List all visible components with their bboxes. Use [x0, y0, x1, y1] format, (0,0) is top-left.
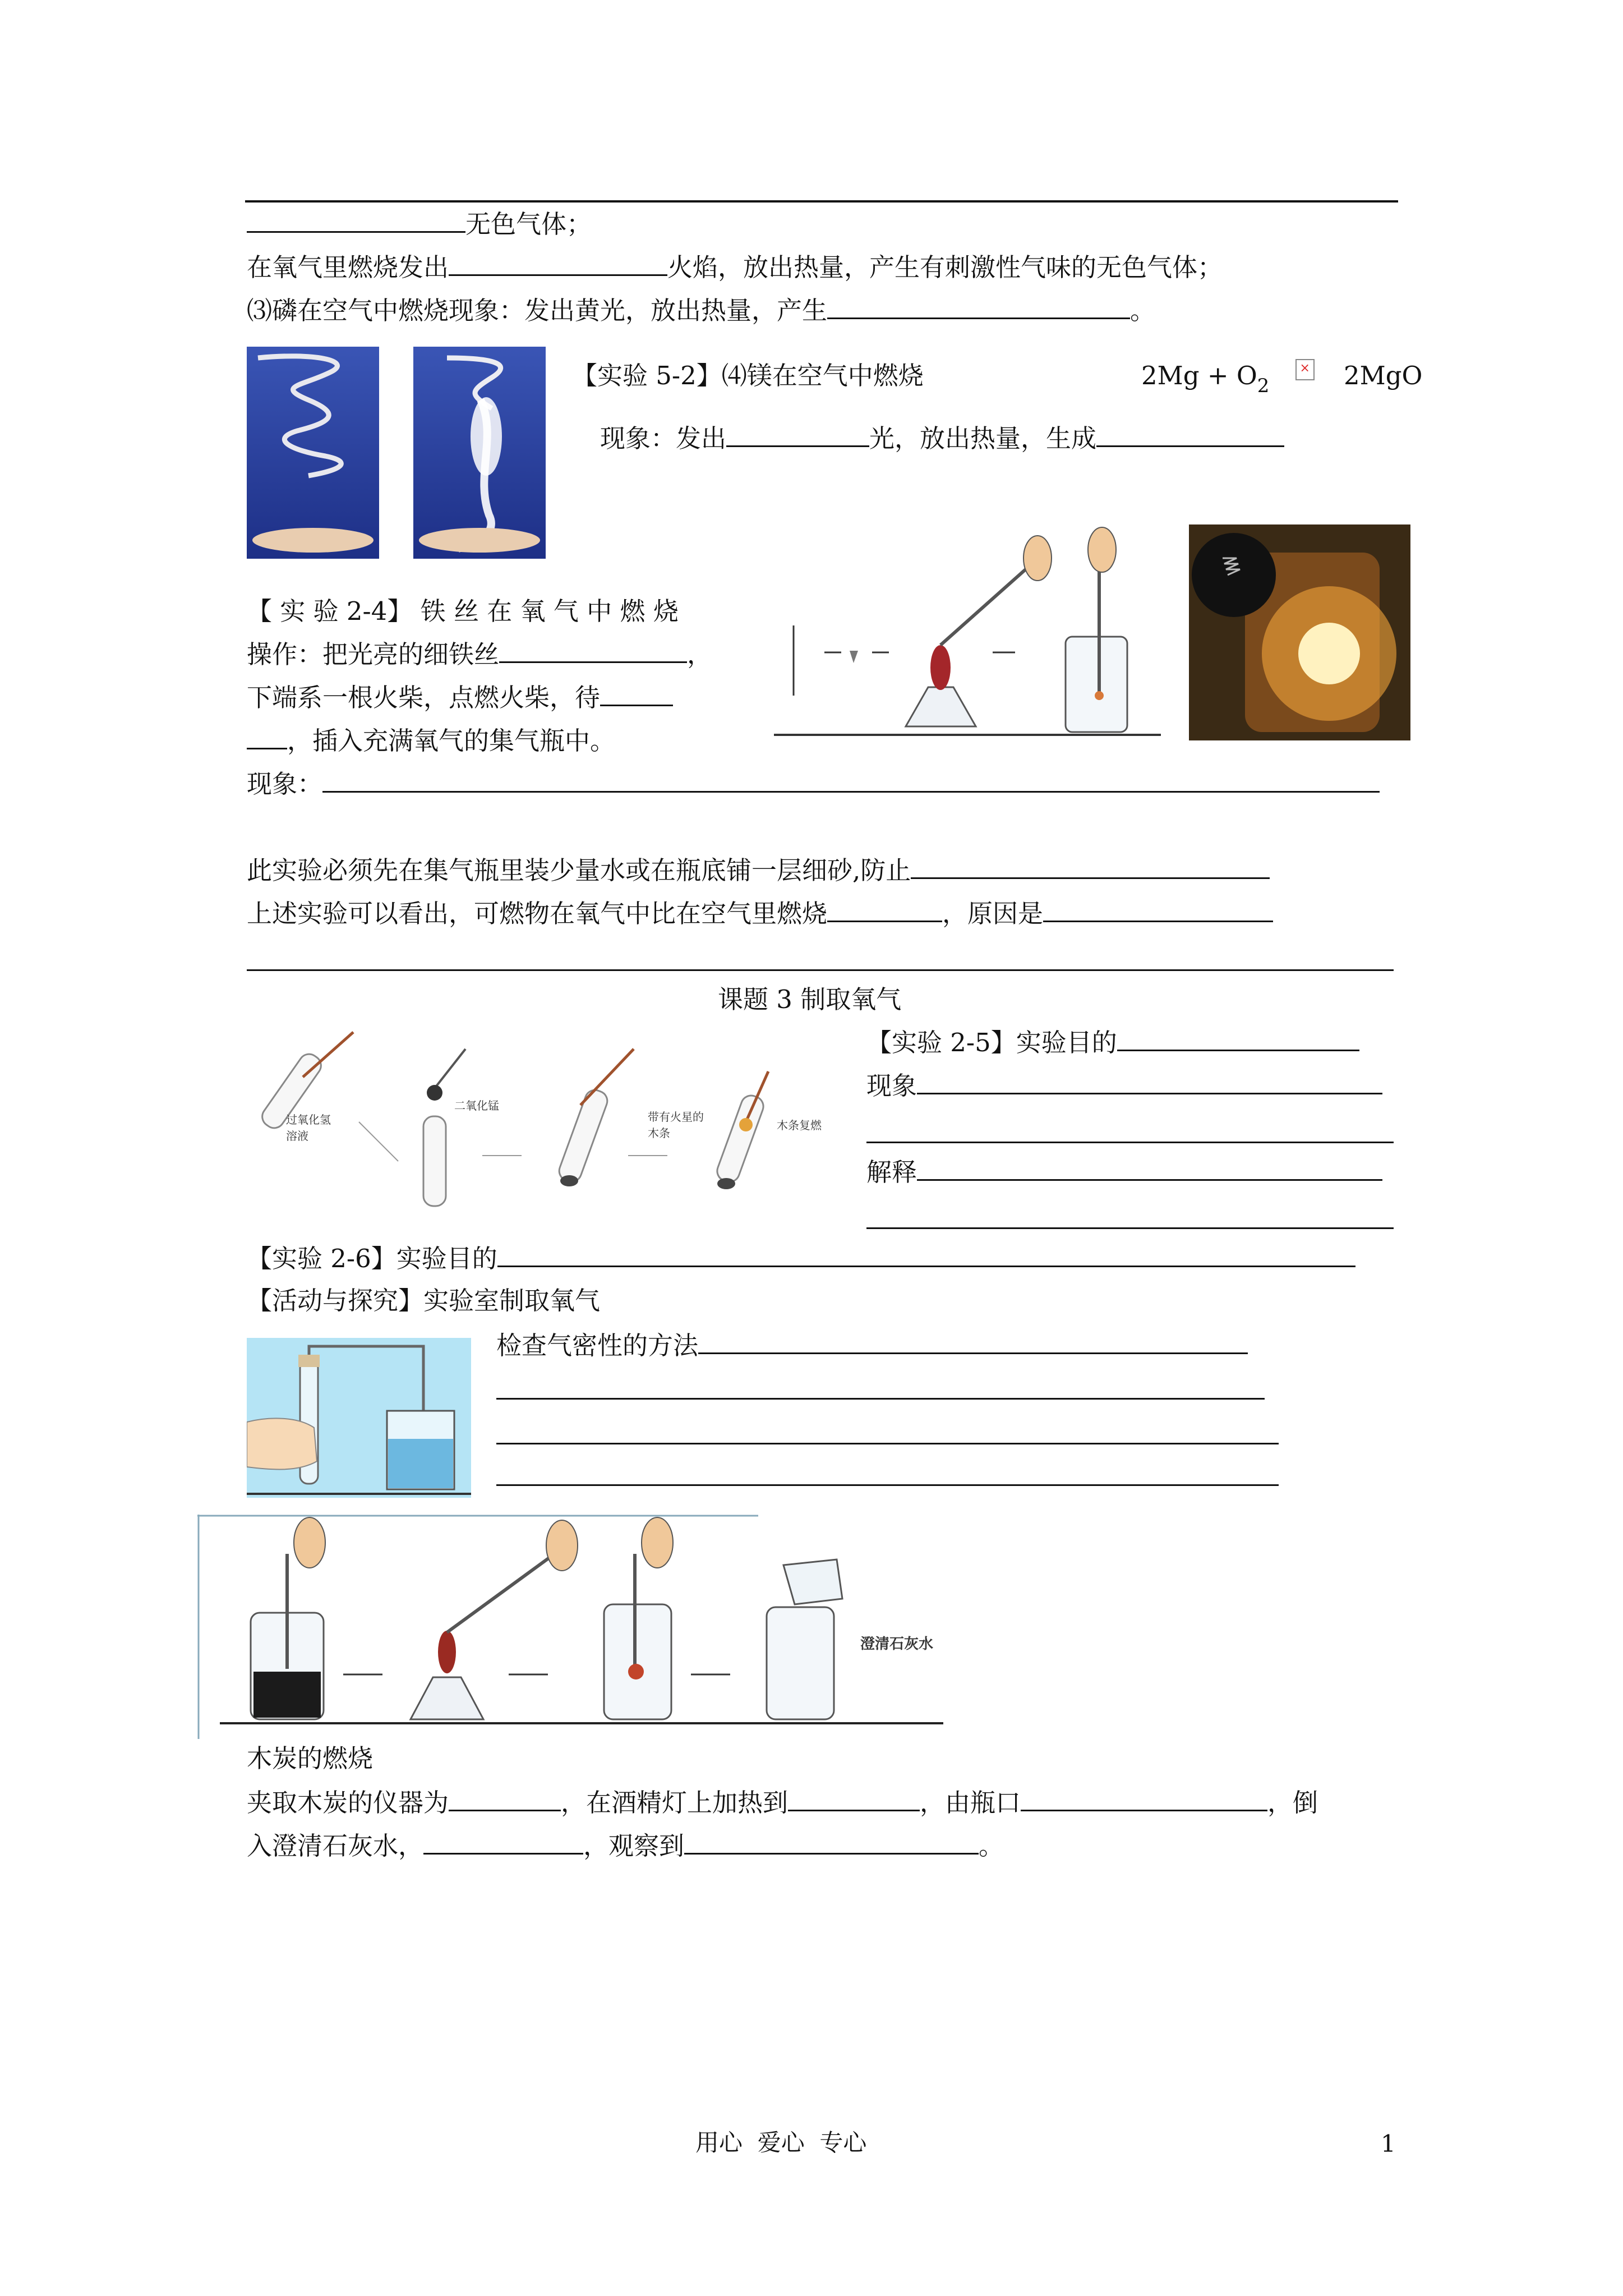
airtightness-diagram	[247, 1338, 471, 1498]
divider-rule	[247, 969, 1394, 971]
fill-line[interactable]	[866, 1227, 1394, 1229]
activity-title: 【活动与探究】实验室制取氧气	[247, 1286, 601, 1315]
fill-line[interactable]	[496, 1443, 1279, 1444]
exp24-note: 此实验必须先在集气瓶里装少量水或在瓶底铺一层细砂,防止	[247, 853, 1270, 887]
fill-blank[interactable]	[917, 1154, 1382, 1181]
figure-label-mno2: 二氧化锰	[454, 1099, 499, 1112]
exp25-purpose: 【实验 2-5】实验目的	[866, 1025, 1359, 1060]
fill-blank[interactable]	[1096, 421, 1284, 447]
exp24-op-line3: ，插入充满氧气的集气瓶中。	[247, 723, 615, 758]
exp52-phenomenon: 现象：发出 光，放出热量，生成	[600, 421, 1284, 455]
charcoal-title: 木炭的燃烧	[247, 1743, 374, 1773]
fill-blank[interactable]	[917, 1068, 1382, 1094]
section-title: 课题 3 制取氧气	[718, 984, 902, 1014]
fill-blank[interactable]	[788, 1785, 920, 1811]
fill-line[interactable]	[496, 1398, 1265, 1400]
exp26-purpose: 【实验 2-6】实验目的	[247, 1241, 1355, 1276]
text-line-3: ⑶磷在空气中燃烧现象：发出黄光，放出热量，产生 。	[247, 293, 1155, 328]
exp24-title: 【 实 验 2-4】 铁 丝 在 氧 气 中 燃 烧	[247, 596, 679, 626]
exp24-phenomenon: 现象：	[247, 766, 1380, 801]
fill-blank[interactable]	[1117, 1025, 1359, 1051]
magnesium-burning-photo	[413, 347, 546, 559]
figure-label-glowing-splint: 带有火星的木条	[648, 1110, 704, 1140]
fill-blank[interactable]	[1043, 896, 1273, 922]
fill-blank[interactable]	[423, 1828, 583, 1855]
charcoal-line1: 夹取木炭的仪器为 ，在酒精灯上加热到 ，由瓶口 ，倒	[247, 1785, 1318, 1820]
magnesium-coil-photo	[247, 347, 379, 559]
airtight-check: 检查气密性的方法	[496, 1328, 1248, 1363]
fill-blank[interactable]	[600, 680, 673, 706]
fill-blank[interactable]	[827, 896, 942, 922]
text-line-1: 无色气体；	[247, 206, 592, 241]
exp52-equation: $2Mg + O_2 \times 2MgO$	[1141, 359, 1422, 403]
fill-blank[interactable]	[322, 766, 1380, 793]
charcoal-line2: 入澄清石灰水， ，观察到 。	[247, 1828, 1004, 1863]
iron-burning-photo	[1189, 524, 1410, 740]
fill-line[interactable]	[866, 1142, 1394, 1143]
footer-motto: 用心 爱心 专心	[695, 2129, 867, 2156]
exp24-conclusion: 上述实验可以看出，可燃物在氧气中比在空气里燃烧 ，原因是	[247, 896, 1273, 931]
fill-blank[interactable]	[827, 293, 1130, 319]
iron-wire-diagram	[768, 524, 1166, 740]
figure-label-rekindled: 木条复燃	[777, 1119, 822, 1132]
exp25-explain: 解释	[866, 1154, 1382, 1189]
fill-blank[interactable]	[449, 1785, 561, 1811]
exp24-op-line1: 操作：把光亮的细铁丝 ，	[247, 637, 712, 671]
fill-blank[interactable]	[499, 637, 687, 663]
fill-blank[interactable]	[911, 853, 1270, 879]
fill-blank[interactable]	[1021, 1785, 1267, 1811]
page-number: 1	[1381, 2130, 1396, 2157]
top-rule	[245, 200, 1398, 203]
fill-blank[interactable]	[449, 250, 667, 276]
fill-blank[interactable]	[726, 421, 869, 447]
limewater-label: 澄清石灰水	[860, 1636, 934, 1653]
fill-blank[interactable]	[698, 1328, 1248, 1354]
exp25-diagram	[247, 1027, 833, 1214]
charcoal-combustion-diagram	[197, 1515, 949, 1739]
text-line-2: 在氧气里燃烧发出 火焰，放出热量，产生有刺激性气味的无色气体；	[247, 250, 1223, 284]
exp25-phenomenon: 现象	[866, 1068, 1382, 1103]
exp24-op-line2: 下端系一根火柴，点燃火柴，待	[247, 680, 673, 715]
broken-image-icon: ×	[1295, 359, 1315, 380]
exp52-title: 【实验 5-2】⑷镁在空气中燃烧	[572, 361, 924, 390]
fill-blank[interactable]	[684, 1828, 979, 1855]
fill-blank[interactable]	[247, 723, 287, 749]
fill-blank[interactable]	[497, 1241, 1355, 1267]
fill-line[interactable]	[496, 1484, 1279, 1486]
fill-blank[interactable]	[247, 206, 465, 233]
figure-label-h2o2: 过氧化氢溶液	[286, 1113, 331, 1143]
